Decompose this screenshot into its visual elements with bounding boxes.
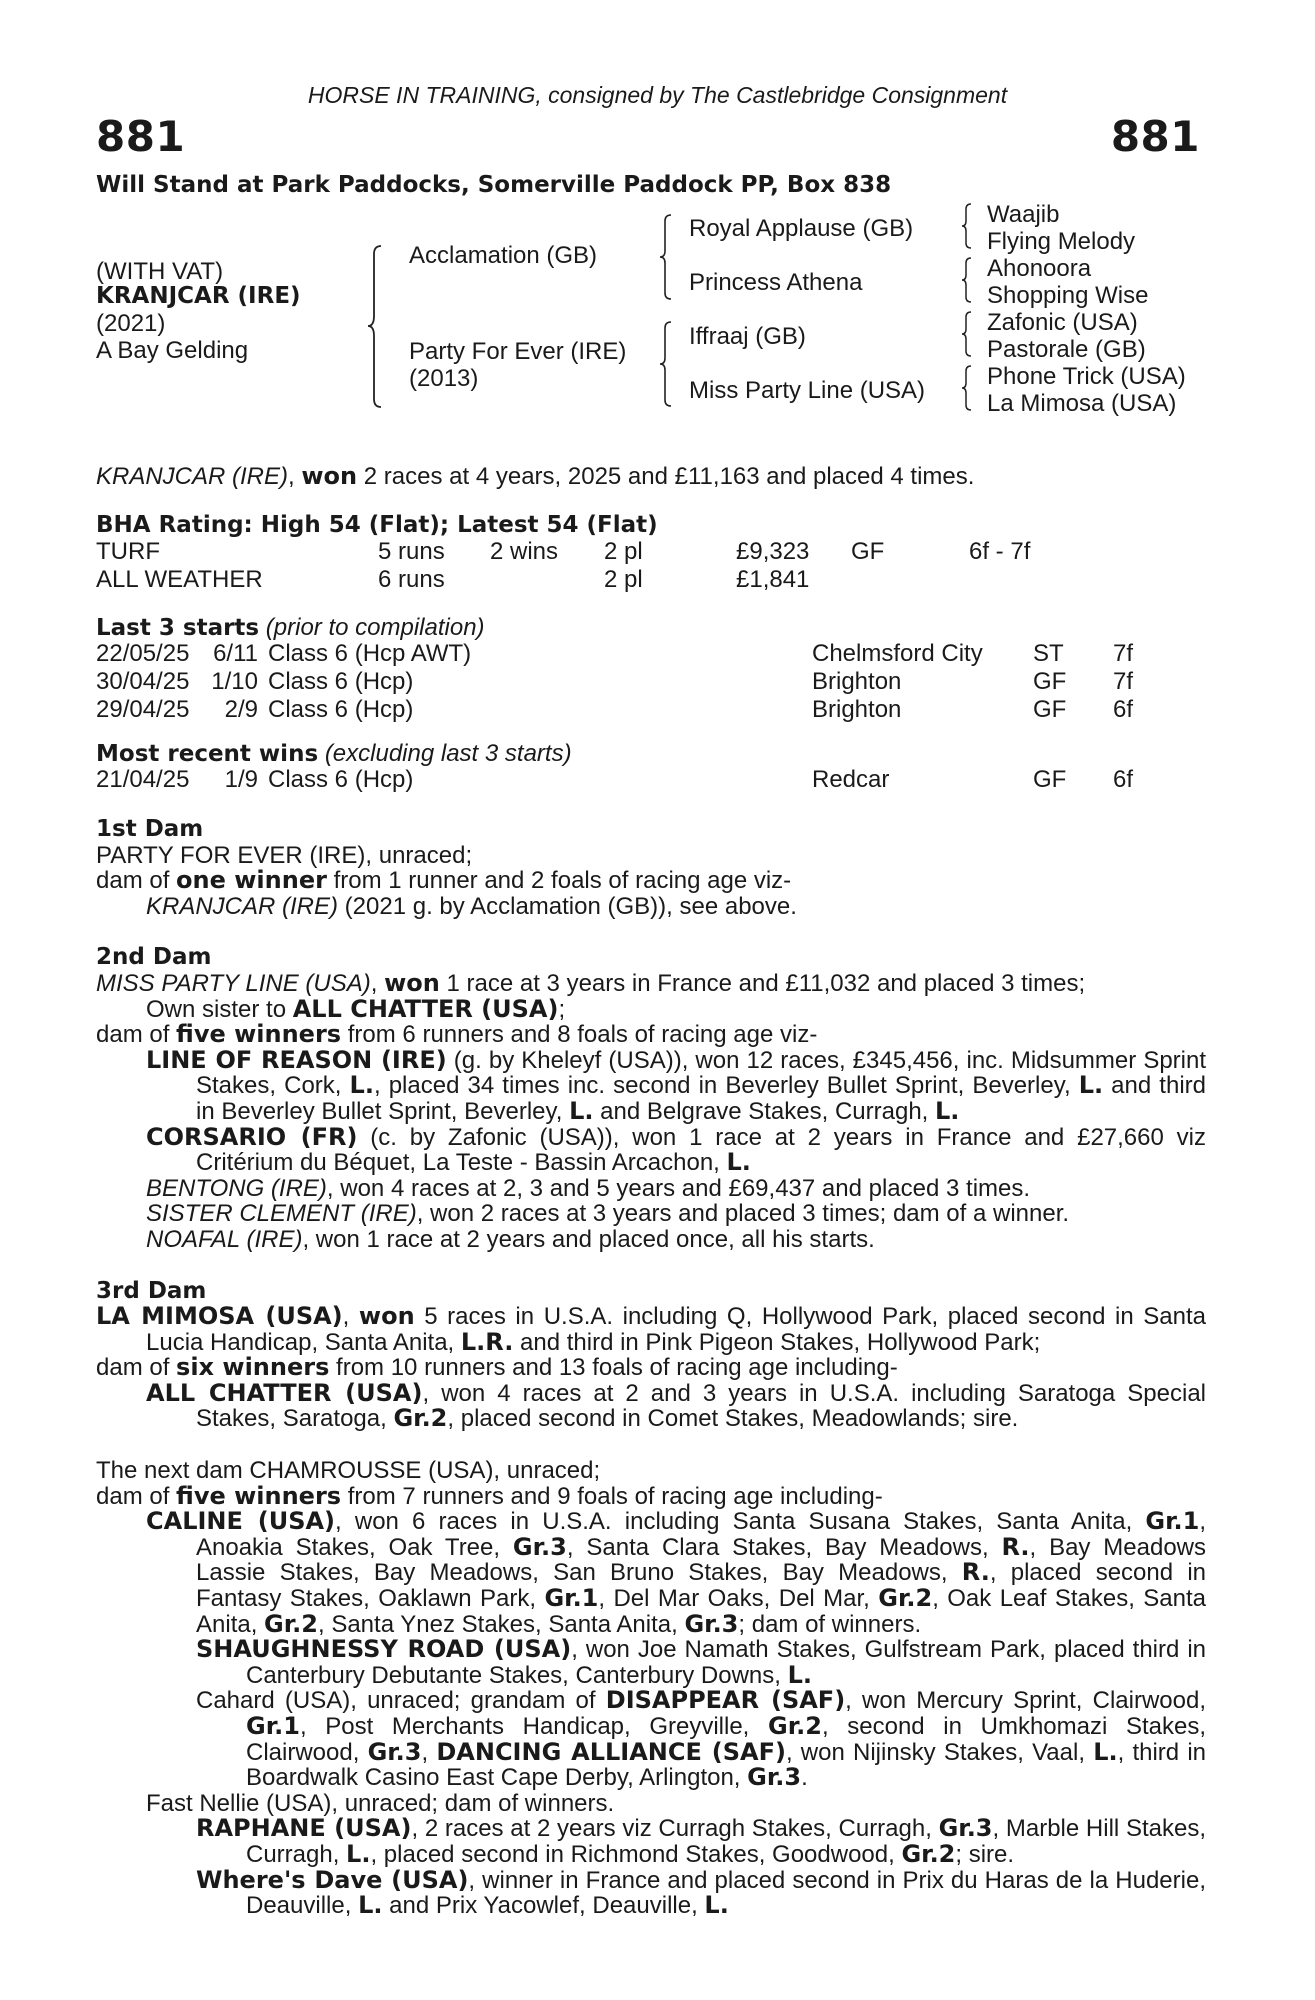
win-class: Class 6 (Hcp)	[268, 766, 414, 793]
text: and third in Beverley Bullet Sprint, Beverley,	[196, 1072, 1206, 1125]
start-position: 6/11	[213, 640, 258, 667]
text: , winner in France and placed second in Prix du Haras de la Huderie, Deauville,	[246, 1866, 1206, 1920]
recent-note: (excluding last 3 starts)	[324, 740, 572, 767]
dam3-heading: 3rd Dam	[96, 1277, 207, 1304]
rating-heading: BHA Rating: High 54 (Flat); Latest 54 (Flat)	[96, 512, 658, 538]
text: L.	[935, 1096, 960, 1125]
start-course: Brighton	[812, 668, 902, 695]
rating-row	[96, 538, 1030, 566]
text: (c. by Zafonic (USA)), won 1 race at 2 years in France and £27,660 viz Critérium du Béquet, La Teste - Bassin Arcachon,	[196, 1123, 1206, 1177]
sss: Waajib	[987, 201, 1060, 228]
text: DANCING ALLIANCE (SAF)	[436, 1737, 786, 1766]
start-class: Class 6 (Hcp)	[268, 696, 414, 723]
start-class: Class 6 (Hcp AWT)	[268, 640, 472, 667]
sire-brace	[658, 213, 674, 301]
text: Gr.2	[768, 1712, 822, 1740]
start-position: 1/10	[211, 668, 258, 695]
dam4-entry	[96, 1509, 1206, 1637]
start-course: Brighton	[812, 696, 902, 723]
text: R.	[961, 1558, 990, 1587]
text: (g. by Kheleyf (USA)), won 12 races, £345,456, inc. Midsummer Sprint Stakes, Cork,	[196, 1046, 1207, 1100]
rating-row	[96, 566, 1030, 594]
lot-number-right: 881	[1110, 112, 1200, 161]
dam4-line: The next dam CHAMROUSSE (USA), unraced;	[96, 1457, 601, 1485]
text: from 10 runners and 13 foals of racing age including-	[329, 1354, 898, 1382]
table-row	[96, 766, 1133, 794]
win-position: 1/9	[224, 766, 258, 793]
text: L.	[569, 1096, 594, 1125]
text: won	[358, 1302, 415, 1331]
last3-table	[96, 640, 1133, 724]
text: , Anoakia Stakes, Oak Tree,	[196, 1508, 1207, 1561]
rating-distance: 6f - 7f	[969, 538, 1031, 565]
ddd: La Mimosa (USA)	[987, 390, 1177, 417]
text: , won 6 races in U.S.A. including Santa Susana Stakes, Santa Anita,	[335, 1508, 1146, 1536]
text: , Oak Leaf Stakes, Santa Anita,	[196, 1585, 1206, 1638]
rating-surface: TURF	[96, 538, 160, 565]
text: five winners	[176, 1020, 342, 1049]
last3-title: Last 3 starts	[96, 615, 260, 641]
horse-name: KRANJCAR (IRE)	[96, 283, 301, 309]
text: RAPHANE (USA)	[196, 1814, 412, 1843]
sire: Acclamation (GB)	[409, 242, 598, 269]
dam3-entry	[96, 1378, 1207, 1433]
dsd: Pastorale (GB)	[987, 336, 1146, 363]
text: L.	[726, 1148, 751, 1177]
text: Gr.3	[938, 1814, 993, 1843]
dam2-produce	[96, 1022, 1206, 1048]
text: Gr.3	[747, 1763, 802, 1792]
text: R.	[1001, 1532, 1030, 1561]
dam1-entry	[96, 894, 1206, 920]
recent-table	[96, 766, 1133, 794]
text: BENTONG (IRE)	[146, 1174, 327, 1202]
text: CALINE (USA)	[146, 1507, 336, 1536]
text: LA MIMOSA (USA)	[96, 1302, 343, 1331]
text: , 2 races at 2 years viz Curragh Stakes, Curragh,	[411, 1815, 939, 1843]
text: L.	[787, 1660, 813, 1689]
table-row	[96, 696, 1133, 724]
text: LINE OF REASON (IRE)	[146, 1045, 447, 1074]
lot-number-left: 881	[96, 112, 186, 161]
sire-dam: Princess Athena	[689, 269, 863, 296]
text: dam of	[96, 1354, 177, 1382]
text: ;	[558, 995, 566, 1023]
text: Gr.2	[264, 1609, 318, 1638]
rating-wins: 2 wins	[490, 538, 559, 565]
text: six winners	[176, 1353, 330, 1382]
dam3-line	[96, 1304, 1206, 1355]
text: and Prix Yacowlef, Deauville,	[382, 1892, 705, 1920]
dam2-line	[96, 968, 1206, 997]
start-distance: 7f	[1113, 668, 1134, 695]
text: Gr.1	[1145, 1507, 1200, 1536]
win-date: 21/04/25	[96, 766, 190, 793]
dam2-entry	[96, 1045, 1207, 1125]
start-date: 30/04/25	[96, 668, 190, 695]
text: , third in Boardwalk Casino East Cape Derby, Arlington,	[246, 1738, 1207, 1792]
text: Gr.1	[544, 1584, 599, 1613]
stand-location: Will Stand at Park Paddocks, Somerville Paddock PP, Box 838	[96, 172, 892, 198]
text: L.	[349, 1071, 374, 1100]
text: Gr.2	[878, 1584, 933, 1613]
start-class: Class 6 (Hcp)	[268, 668, 414, 695]
text: Cahard (USA), unraced; grandam of	[196, 1687, 606, 1715]
dds: Phone Trick (USA)	[987, 363, 1186, 390]
dam4-entry	[96, 1865, 1206, 1920]
rating-placed: 2 pl	[604, 566, 643, 593]
text: 5 races in U.S.A. including Q, Hollywood Park, placed second in Santa Lucia Handicap, Santa Anita,	[146, 1303, 1206, 1356]
recent-title: Most recent wins	[96, 741, 319, 767]
table-row	[96, 668, 1133, 696]
text: , won Mercury Sprint, Clairwood,	[845, 1687, 1207, 1715]
text: (2021 g. by Acclamation (GB)), see above.	[338, 892, 797, 920]
table-row	[96, 640, 1133, 668]
text: , won 2 races at 3 years and placed 3 times; dam of a winner.	[416, 1200, 1070, 1228]
text: from 6 runners and 8 foals of racing age viz-	[341, 1021, 818, 1049]
dam4-produce	[96, 1481, 1206, 1510]
start-date: 29/04/25	[96, 696, 190, 723]
text: NOAFAL (IRE)	[146, 1225, 303, 1253]
text: L.	[1078, 1071, 1104, 1100]
dam-dam: Miss Party Line (USA)	[689, 377, 926, 404]
horse-description: A Bay Gelding	[96, 337, 249, 364]
text: one winner	[176, 866, 327, 895]
text: dam of	[96, 1482, 177, 1510]
rating-distance	[969, 566, 1030, 594]
dam-year: (2013)	[409, 365, 479, 392]
dam-sections	[96, 817, 1206, 1919]
sire-sire: Royal Applause (GB)	[689, 215, 914, 242]
text: , placed second in Comet Stakes, Meadowlands; sire.	[447, 1405, 1019, 1433]
dam2-entry	[96, 1201, 1206, 1227]
rating-surface: ALL WEATHER	[96, 566, 263, 593]
text: Gr.2	[901, 1839, 956, 1868]
text: , Marble Hill Stakes, Curragh,	[246, 1815, 1206, 1868]
start-going: GF	[1033, 668, 1067, 695]
text: Gr.3	[512, 1532, 567, 1561]
text: , won 1 race at 2 years and placed once, all his starts.	[302, 1225, 875, 1253]
sdd: Shopping Wise	[987, 282, 1149, 309]
ssd: Flying Melody	[987, 228, 1136, 255]
text: ; sire.	[955, 1840, 1015, 1868]
summary-text: 2 races at 4 years, 2025 and £11,163 and placed 4 times.	[363, 463, 975, 490]
dam4-entry: Fast Nellie (USA), unraced; dam of winners.	[146, 1789, 615, 1817]
text: , won 4 races at 2 and 3 years in U.S.A. including Saratoga Special Stakes, Saratoga,	[196, 1379, 1207, 1433]
win-going: GF	[1033, 766, 1067, 793]
dam-brace	[658, 320, 674, 408]
brace-ds	[960, 310, 974, 358]
text: L.	[704, 1891, 729, 1920]
text: ALL CHATTER (USA)	[146, 1378, 423, 1407]
text: Where's Dave (USA)	[196, 1865, 469, 1894]
text: ALL CHATTER (USA)	[292, 994, 559, 1023]
dam3-produce	[96, 1355, 1206, 1381]
text: dam of	[96, 1021, 177, 1049]
text: CORSARIO (FR)	[146, 1122, 358, 1151]
dam2-entry	[96, 1227, 1206, 1253]
text: Gr.3	[367, 1737, 422, 1766]
text: L.	[1093, 1737, 1118, 1766]
horse-year: (2021)	[96, 310, 166, 337]
start-date: 22/05/25	[96, 640, 190, 667]
rating-amount: £9,323	[736, 538, 810, 565]
brace-dd	[960, 364, 974, 412]
start-position: 2/9	[224, 696, 258, 723]
text: ,	[370, 969, 385, 997]
text: from 7 runners and 9 foals of racing age including-	[341, 1482, 883, 1510]
text: five winners	[176, 1481, 342, 1510]
dam2-sister	[96, 994, 1206, 1023]
text: , second in Umkhomazi Stakes, Clairwood,	[246, 1713, 1206, 1766]
dam: Party For Ever (IRE)	[409, 338, 627, 365]
text: , Santa Ynez Stakes, Santa Anita,	[317, 1610, 685, 1638]
brace-sd	[960, 256, 974, 304]
catalogue-heading: HORSE IN TRAINING, consigned by The Castlebridge Consignment	[307, 82, 1008, 108]
rating-runs: 6 runs	[378, 566, 445, 593]
sds: Ahonoora	[987, 255, 1092, 282]
text: , placed second in Fantasy Stakes, Oaklawn Park,	[196, 1559, 1207, 1613]
dam1-produce	[96, 868, 1206, 894]
text: dam of	[96, 867, 177, 895]
text: Gr.2	[393, 1404, 448, 1433]
dam2-entry	[96, 1176, 1206, 1202]
text: Gr.1	[246, 1712, 300, 1740]
text: , Santa Clara Stakes, Bay Meadows,	[566, 1533, 1002, 1561]
dam4-entry	[96, 1637, 1206, 1688]
dam4-entry	[96, 1688, 1206, 1790]
rating-going	[851, 566, 969, 594]
text: ; dam of winners.	[738, 1610, 922, 1638]
rating-amount: £1,841	[736, 566, 810, 593]
text: L.	[358, 1891, 383, 1920]
text: L.R.	[460, 1327, 514, 1356]
text: SHAUGHNESSY ROAD (USA)	[196, 1635, 572, 1664]
win-distance: 6f	[1113, 766, 1134, 793]
dam1-heading: 1st Dam	[96, 816, 204, 842]
start-distance: 6f	[1113, 696, 1134, 723]
text: and Belgrave Stakes, Curragh,	[593, 1097, 936, 1125]
vat-note: (WITH VAT)	[96, 258, 224, 285]
text: won	[384, 968, 440, 997]
start-going: GF	[1033, 696, 1067, 723]
rating-going: GF	[851, 538, 885, 565]
start-going: ST	[1033, 640, 1064, 667]
start-distance: 7f	[1113, 640, 1134, 667]
text: Own sister to	[146, 995, 293, 1023]
text: SISTER CLEMENT (IRE)	[146, 1200, 417, 1228]
rating-table	[96, 538, 1030, 594]
text: , placed second in Richmond Stakes, Goodwood,	[370, 1840, 902, 1868]
text: , won 4 races at 2, 3 and 5 years and £69,437 and placed 3 times.	[326, 1174, 1031, 1202]
text: Gr.3	[684, 1609, 739, 1638]
text: , Bay Meadows Lassie Stakes, Bay Meadows, San Bruno Stakes, Bay Meadows,	[196, 1533, 1206, 1587]
summary-horse-name: KRANJCAR (IRE)	[96, 463, 289, 490]
dam-sire: Iffraaj (GB)	[689, 323, 806, 350]
dss: Zafonic (USA)	[987, 309, 1138, 336]
race-summary: KRANJCAR (IRE), won 2 races at 4 years, 2025 and £11,163 and placed 4 times.	[96, 462, 975, 490]
text: from 1 runner and 2 foals of racing age viz-	[326, 867, 792, 895]
dam4-entry	[96, 1816, 1206, 1867]
rating-runs: 5 runs	[378, 538, 445, 565]
text: DISAPPEAR (SAF)	[605, 1686, 846, 1715]
text: KRANJCAR (IRE)	[146, 892, 339, 920]
summary-won: won	[301, 462, 358, 490]
text: ,	[421, 1738, 437, 1766]
last3-heading	[96, 614, 485, 642]
rating-placed: 2 pl	[604, 538, 643, 565]
win-course: Redcar	[812, 766, 890, 793]
text: , won Nijinsky Stakes, Vaal,	[785, 1738, 1094, 1766]
dam2-entry	[96, 1122, 1206, 1177]
text: MISS PARTY LINE (USA)	[96, 969, 371, 997]
rating-wins	[490, 566, 604, 594]
dam1-line: PARTY FOR EVER (IRE), unraced;	[96, 841, 473, 869]
brace-ss	[960, 202, 974, 250]
text: L.	[346, 1839, 371, 1868]
text: ,	[342, 1303, 359, 1331]
text: , placed 34 times inc. second in Beverley Bullet Sprint, Beverley,	[373, 1072, 1079, 1100]
start-course: Chelmsford City	[812, 640, 983, 667]
dam2-heading: 2nd Dam	[96, 944, 212, 971]
recent-heading	[96, 740, 572, 768]
text: , Post Merchants Handicap, Greyville,	[299, 1713, 768, 1740]
text: 1 race at 3 years in France and £11,032 and placed 3 times;	[439, 969, 1086, 997]
pedigree-brace	[366, 244, 386, 409]
text: , won Joe Namath Stakes, Gulfstream Park, placed third in Canterbury Debutante Stakes, Canterbury Downs,	[246, 1636, 1206, 1689]
text: and third in Pink Pigeon Stakes, Hollywood Park;	[513, 1328, 1041, 1356]
text: , Del Mar Oaks, Del Mar,	[598, 1585, 879, 1613]
last3-note: (prior to compilation)	[265, 614, 485, 641]
text: .	[801, 1764, 808, 1792]
